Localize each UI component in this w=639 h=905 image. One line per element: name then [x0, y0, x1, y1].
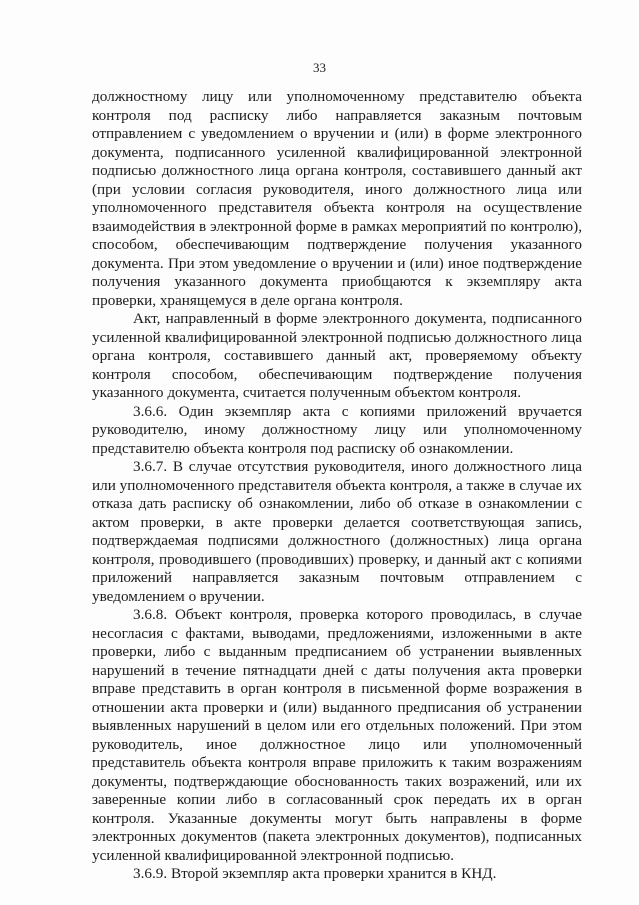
paragraph-3-6-6: 3.6.6. Один экземпляр акта с копиями приложений вручается руководителю, иному должностному лицу или уполномоченному представителю объекта контроля под расписку об ознакомлении.: [92, 402, 582, 457]
paragraph-electronic-act: Акт, направленный в форме электронного документа, подписанного усиленной квалифицированной электронной подписью должностного лица органа контроля, составившего данный акт, проверяемому объекту контроля способом, обеспечивающим подтверждение получения указанного документа, считается полученным объектом контроля.: [92, 310, 582, 401]
page-number: 33: [313, 60, 326, 75]
paragraph-3-6-9: 3.6.9. Второй экземпляр акта проверки хранится в КНД.: [133, 865, 497, 882]
paragraph-continuation: должностному лицу или уполномоченному представителю объекта контроля под расписку либо направляется заказным почтовым отправлением с уведомлением о вручении и (или) в форме электронного документа, подписанного усиленной квалифицированной электронной подписью должностного лица органа контроля, составившего данный акт (при условии согласия руководителя, иного должностного лица или уполномоченного представителя объекта контроля на осуществление взаимодействия в электронной форме в рамках мероприятий по контролю), способом, обеспечивающим подтверждение получения указанного документа. При этом уведомление о вручении и (или) иное подтверждение получения указанного документа приобщаются к экземпляру акта проверки, хранящемуся в деле органа контроля.: [92, 88, 582, 309]
document-body: [92, 88, 582, 884]
paragraph-3-6-8: 3.6.8. Объект контроля, проверка которого проводилась, в случае несогласия с фактами, выводами, предложениями, изложенными в акте проверки, либо с выданным предписанием об устранении выявленных нарушений в течение пятнадцати дней с даты получения акта проверки вправе представить в орган контроля в письменной форме возражения в отношении акта проверки и (или) выданного предписания об устранении выявленных нарушений в целом или его отдельных положений. При этом руководитель, иное должностное лицо или уполномоченный представитель объекта контроля вправе приложить к таким возражениям документы, подтверждающие обоснованность таких возражений, или их заверенные копии либо в согласованный срок передать их в орган контроля. Указанные документы могут быть направлены в форме электронных документов (пакета электронных документов), подписанных усиленной квалифицированной электронной подписью.: [92, 606, 582, 864]
paragraph-3-6-7: 3.6.7. В случае отсутствия руководителя, иного должностного лица или уполномоченного представителя объекта контроля, а также в случае их отказа дать расписку об ознакомлении, либо об отказе в ознакомлении с актом проверки, в акте проверки делается соответствующая запись, подтверждаемая подписями должностного (должностных) лица органа контроля, проводившего (проводивших) проверку, и данный акт с копиями приложений направляется заказным почтовым отправлением с уведомлением о вручении.: [92, 458, 582, 605]
